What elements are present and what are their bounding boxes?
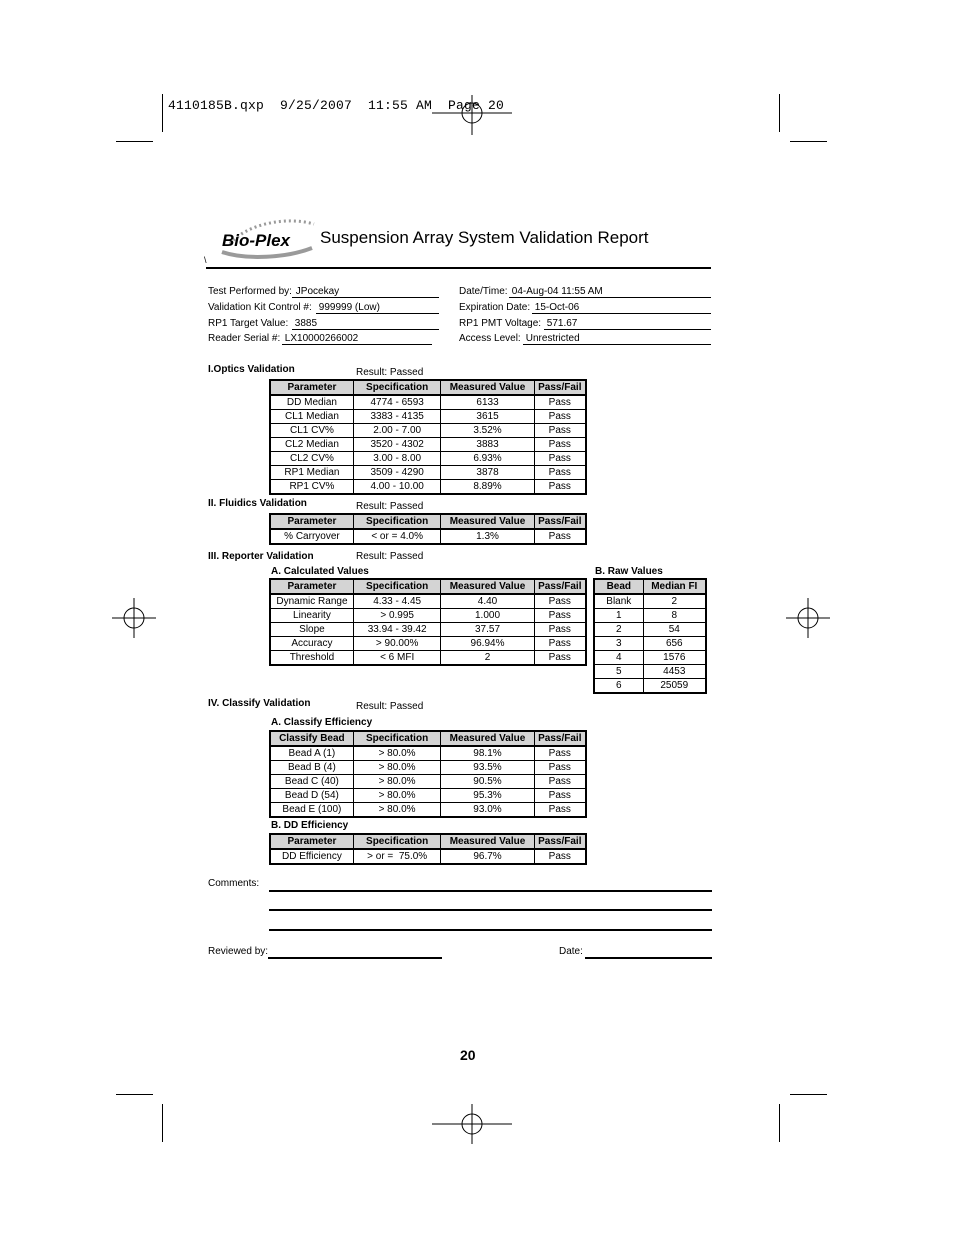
table-cell: Pass xyxy=(534,849,586,864)
underline xyxy=(544,329,711,330)
table-cell: Pass xyxy=(534,529,586,544)
table-cell: 90.5% xyxy=(441,775,534,789)
table-cell: Pass xyxy=(534,775,586,789)
rp1-target-label: RP1 Target Value: xyxy=(208,318,289,329)
table-cell: Dynamic Range xyxy=(270,594,353,609)
table-cell: Pass xyxy=(534,746,586,761)
table-cell: < or = 4.0% xyxy=(353,529,441,544)
table-cell: 8 xyxy=(643,609,706,623)
stray-mark: \ xyxy=(204,255,207,265)
table-row xyxy=(270,466,586,480)
registration-mark-bottom xyxy=(432,1104,512,1144)
table-cell: DD Efficiency xyxy=(270,849,353,864)
table-cell: 4.00 - 10.00 xyxy=(353,480,441,495)
table-cell: CL2 Median xyxy=(270,438,353,452)
optics-section-title: I.Optics Validation xyxy=(208,364,295,375)
column-header: Measured Value xyxy=(441,731,534,746)
table-cell: 3615 xyxy=(441,410,534,424)
rp1-target-value: 3885 xyxy=(292,318,318,329)
table-cell: RP1 CV% xyxy=(270,480,353,495)
table-cell: 4.33 - 4.45 xyxy=(353,594,441,609)
table-row xyxy=(270,452,586,466)
crop-mark xyxy=(779,1104,780,1142)
column-header: Parameter xyxy=(270,579,353,594)
table-row xyxy=(270,594,586,609)
table-row xyxy=(270,480,586,495)
table-cell: 3883 xyxy=(441,438,534,452)
column-header: Median FI xyxy=(643,579,706,594)
table-cell: Threshold xyxy=(270,651,353,666)
validation-kit-value: 999999 (Low) xyxy=(316,302,380,313)
table-cell: Pass xyxy=(534,623,586,637)
column-header: Parameter xyxy=(270,380,353,395)
table-row xyxy=(594,665,706,679)
table-cell: 93.5% xyxy=(441,761,534,775)
rp1-pmt-label: RP1 PMT Voltage: xyxy=(459,318,542,329)
table-cell: > 90.00% xyxy=(353,637,441,651)
column-header: Specification xyxy=(353,731,441,746)
table-row xyxy=(270,775,586,789)
raw-values-table xyxy=(593,578,707,694)
table-cell: Pass xyxy=(534,761,586,775)
table-cell: Blank xyxy=(594,594,643,609)
underline xyxy=(509,297,711,298)
fluidics-result: Result: Passed xyxy=(356,501,424,512)
reviewed-by-label: Reviewed by: xyxy=(208,946,269,957)
table-cell: 3 xyxy=(594,637,643,651)
table-row xyxy=(270,395,586,410)
table-cell: Pass xyxy=(534,594,586,609)
table-cell: 1.000 xyxy=(441,609,534,623)
table-header-row xyxy=(270,834,586,849)
underline xyxy=(292,329,439,330)
classify-efficiency-table xyxy=(269,730,587,818)
table-cell: CL1 CV% xyxy=(270,424,353,438)
table-cell: 4774 - 6593 xyxy=(353,395,441,410)
table-cell: 6.93% xyxy=(441,452,534,466)
table-cell: Linearity xyxy=(270,609,353,623)
table-cell: Pass xyxy=(534,803,586,818)
classify-section-title: IV. Classify Validation xyxy=(208,698,311,709)
table-cell: 2 xyxy=(441,651,534,666)
table-header-row xyxy=(270,514,586,529)
table-cell: 656 xyxy=(643,637,706,651)
expiration-date-value: 15-Oct-06 xyxy=(532,302,580,313)
table-cell: 3383 - 4135 xyxy=(353,410,441,424)
table-cell: > or = 75.0% xyxy=(353,849,441,864)
crop-mark xyxy=(162,94,163,132)
table-cell: 3509 - 4290 xyxy=(353,466,441,480)
reader-serial-value: LX10000266002 xyxy=(282,333,359,344)
table-cell: Pass xyxy=(534,651,586,666)
fluidics-section-title: II. Fluidics Validation xyxy=(208,498,307,509)
comments-line xyxy=(269,909,712,911)
table-row xyxy=(270,424,586,438)
table-cell: 1.3% xyxy=(441,529,534,544)
calculated-values-title: A. Calculated Values xyxy=(271,566,369,577)
table-row xyxy=(270,651,586,666)
table-cell: 5 xyxy=(594,665,643,679)
table-cell: Pass xyxy=(534,609,586,623)
table-cell: 4.40 xyxy=(441,594,534,609)
table-row xyxy=(270,438,586,452)
test-performed-by-label: Test Performed by: xyxy=(208,286,292,297)
date-line xyxy=(585,957,712,959)
reader-serial-label: Reader Serial #: xyxy=(208,333,281,344)
calculated-values-table xyxy=(269,578,587,666)
expiration-date-label: Expiration Date: xyxy=(459,302,531,313)
title-rule xyxy=(206,267,711,269)
table-cell: 25059 xyxy=(643,679,706,694)
table-row xyxy=(270,623,586,637)
column-header: Pass/Fail xyxy=(534,731,586,746)
underline xyxy=(292,297,439,298)
table-cell: 95.3% xyxy=(441,789,534,803)
table-row xyxy=(270,529,586,544)
table-cell: 2 xyxy=(594,623,643,637)
underline xyxy=(523,344,711,345)
table-cell: 93.0% xyxy=(441,803,534,818)
underline xyxy=(316,313,439,314)
table-cell: Pass xyxy=(534,789,586,803)
rp1-pmt-value: 571.67 xyxy=(544,318,578,329)
table-cell: RP1 Median xyxy=(270,466,353,480)
table-cell: 2.00 - 7.00 xyxy=(353,424,441,438)
registration-mark-right xyxy=(786,598,830,638)
table-row xyxy=(270,803,586,818)
table-cell: > 80.0% xyxy=(353,746,441,761)
raw-values-title: B. Raw Values xyxy=(595,566,663,577)
column-header: Pass/Fail xyxy=(534,834,586,849)
table-cell: 98.1% xyxy=(441,746,534,761)
table-cell: 1576 xyxy=(643,651,706,665)
column-header: Classify Bead xyxy=(270,731,353,746)
column-header: Measured Value xyxy=(441,514,534,529)
fluidics-table xyxy=(269,513,587,545)
table-header-row xyxy=(270,579,586,594)
column-header: Measured Value xyxy=(441,834,534,849)
table-cell: 6133 xyxy=(441,395,534,410)
bio-plex-logo xyxy=(216,218,320,262)
column-header: Specification xyxy=(353,834,441,849)
column-header: Measured Value xyxy=(441,380,534,395)
column-header: Specification xyxy=(353,579,441,594)
test-performed-by-value: JPocekay xyxy=(293,286,340,297)
table-row xyxy=(270,746,586,761)
table-cell: Slope xyxy=(270,623,353,637)
column-header: Pass/Fail xyxy=(534,380,586,395)
table-cell: Pass xyxy=(534,637,586,651)
table-cell: Bead C (40) xyxy=(270,775,353,789)
table-cell: 3.00 - 8.00 xyxy=(353,452,441,466)
page-number: 20 xyxy=(460,1047,476,1063)
crop-mark xyxy=(790,1094,827,1095)
table-row xyxy=(270,789,586,803)
underline xyxy=(282,344,432,345)
table-cell: 33.94 - 39.42 xyxy=(353,623,441,637)
table-row xyxy=(594,651,706,665)
table-row xyxy=(270,849,586,864)
reviewed-by-line xyxy=(268,957,442,959)
table-row xyxy=(594,594,706,609)
table-cell: 37.57 xyxy=(441,623,534,637)
table-cell: > 0.995 xyxy=(353,609,441,623)
table-cell: CL1 Median xyxy=(270,410,353,424)
table-cell: Pass xyxy=(534,438,586,452)
optics-table xyxy=(269,379,587,495)
table-cell: 4 xyxy=(594,651,643,665)
date-time-label: Date/Time: xyxy=(459,286,508,297)
dd-efficiency-title: B. DD Efficiency xyxy=(271,820,349,831)
table-cell: Pass xyxy=(534,452,586,466)
table-cell: > 80.0% xyxy=(353,775,441,789)
table-cell: 3878 xyxy=(441,466,534,480)
classify-efficiency-title: A. Classify Efficiency xyxy=(271,717,373,728)
column-header: Measured Value xyxy=(441,579,534,594)
table-cell: Pass xyxy=(534,410,586,424)
crop-mark xyxy=(116,1094,153,1095)
table-row xyxy=(594,637,706,651)
table-row xyxy=(270,609,586,623)
dd-efficiency-table xyxy=(269,833,587,865)
table-cell: < 6 MFI xyxy=(353,651,441,666)
column-header: Bead xyxy=(594,579,643,594)
table-cell: Pass xyxy=(534,480,586,495)
logo-text: Bio-Plex xyxy=(222,231,291,250)
table-cell: > 80.0% xyxy=(353,803,441,818)
crop-mark xyxy=(779,94,780,132)
print-slug: 4110185B.qxp 9/25/2007 11:55 AM Page 20 xyxy=(168,98,505,113)
access-level-value: Unrestricted xyxy=(523,333,580,344)
table-cell: 1 xyxy=(594,609,643,623)
registration-mark-left xyxy=(112,598,156,638)
table-header-row xyxy=(270,731,586,746)
table-cell: 54 xyxy=(643,623,706,637)
column-header: Parameter xyxy=(270,834,353,849)
table-cell: 96.94% xyxy=(441,637,534,651)
reporter-section-title: III. Reporter Validation xyxy=(208,551,314,562)
classify-result: Result: Passed xyxy=(356,701,424,712)
table-cell: Pass xyxy=(534,424,586,438)
comments-label: Comments: xyxy=(208,878,260,889)
table-cell: Pass xyxy=(534,395,586,410)
column-header: Pass/Fail xyxy=(534,579,586,594)
table-cell: > 80.0% xyxy=(353,789,441,803)
date-time-value: 04-Aug-04 11:55 AM xyxy=(509,286,603,297)
table-cell: 2 xyxy=(643,594,706,609)
table-row xyxy=(270,637,586,651)
underline xyxy=(532,313,711,314)
table-cell: DD Median xyxy=(270,395,353,410)
table-cell: Bead D (54) xyxy=(270,789,353,803)
table-cell: > 80.0% xyxy=(353,761,441,775)
table-cell: Bead B (4) xyxy=(270,761,353,775)
date-label: Date: xyxy=(559,946,583,957)
table-cell: Accuracy xyxy=(270,637,353,651)
column-header: Pass/Fail xyxy=(534,514,586,529)
registration-mark-top xyxy=(432,95,512,135)
validation-kit-label: Validation Kit Control #: xyxy=(208,302,312,313)
table-cell: Bead A (1) xyxy=(270,746,353,761)
column-header: Parameter xyxy=(270,514,353,529)
table-cell: 4453 xyxy=(643,665,706,679)
table-cell: % Carryover xyxy=(270,529,353,544)
access-level-label: Access Level: xyxy=(459,333,521,344)
optics-result: Result: Passed xyxy=(356,367,424,378)
comments-line xyxy=(269,890,712,892)
comments-line xyxy=(269,929,712,931)
table-cell: CL2 CV% xyxy=(270,452,353,466)
table-row xyxy=(270,761,586,775)
table-header-row xyxy=(270,380,586,395)
table-row xyxy=(594,623,706,637)
report-title: Suspension Array System Validation Report xyxy=(320,228,649,247)
column-header: Specification xyxy=(353,380,441,395)
crop-mark xyxy=(790,141,827,142)
table-cell: 6 xyxy=(594,679,643,694)
table-row xyxy=(270,410,586,424)
table-cell: Bead E (100) xyxy=(270,803,353,818)
crop-mark xyxy=(116,141,153,142)
crop-mark xyxy=(162,1104,163,1142)
table-cell: Pass xyxy=(534,466,586,480)
table-cell: 3520 - 4302 xyxy=(353,438,441,452)
table-cell: 8.89% xyxy=(441,480,534,495)
column-header: Specification xyxy=(353,514,441,529)
table-row xyxy=(594,679,706,694)
table-header-row xyxy=(594,579,706,594)
table-cell: 3.52% xyxy=(441,424,534,438)
table-row xyxy=(594,609,706,623)
reporter-result: Result: Passed xyxy=(356,551,424,562)
table-cell: 96.7% xyxy=(441,849,534,864)
